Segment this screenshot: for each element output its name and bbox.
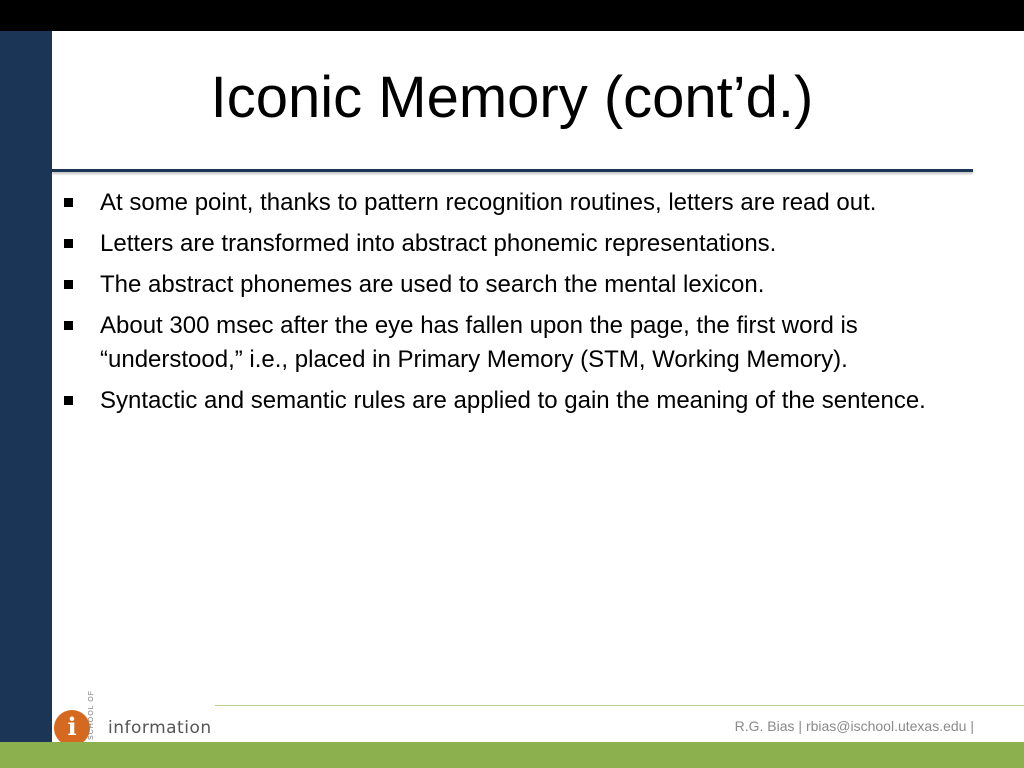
logo-emblem-icon: i — [54, 710, 90, 746]
slide-title: Iconic Memory (cont’d.) — [210, 65, 814, 130]
bullet-list — [64, 186, 964, 425]
bullet-square-icon — [64, 280, 73, 289]
bullet-square-icon — [64, 198, 73, 207]
bullet-item — [64, 186, 964, 220]
footer-divider — [215, 705, 1024, 706]
bottom-bar — [0, 742, 1024, 768]
bullet-text: At some point, thanks to pattern recognition routines, letters are read out. — [100, 189, 877, 216]
footer-credit: R.G. Bias | rbias@ischool.utexas.edu | — [734, 718, 974, 734]
logo-wordmark: information — [108, 718, 212, 738]
top-bar — [0, 0, 1024, 31]
bullet-square-icon — [64, 239, 73, 248]
bullet-text: About 300 msec after the eye has fallen upon the page, the first word is “understood,” i.e., placed in Primary Memory (STM, Working Memory). — [100, 312, 858, 373]
bullet-text: Syntactic and semantic rules are applied to gain the meaning of the sentence. — [100, 387, 926, 414]
bullet-text: The abstract phonemes are used to search the mental lexicon. — [100, 271, 765, 298]
bullet-item — [64, 384, 964, 418]
logo-vertical-text: SCHOOL OF — [88, 690, 95, 740]
title-divider — [52, 169, 973, 172]
bullet-item — [64, 309, 964, 377]
bullet-text: Letters are transformed into abstract phonemic representations. — [100, 230, 777, 257]
school-of-information-logo — [52, 688, 217, 742]
bullet-square-icon — [64, 396, 73, 405]
bullet-item — [64, 268, 964, 302]
bullet-item — [64, 227, 964, 261]
bullet-square-icon — [64, 321, 73, 330]
left-stripe — [0, 31, 52, 742]
